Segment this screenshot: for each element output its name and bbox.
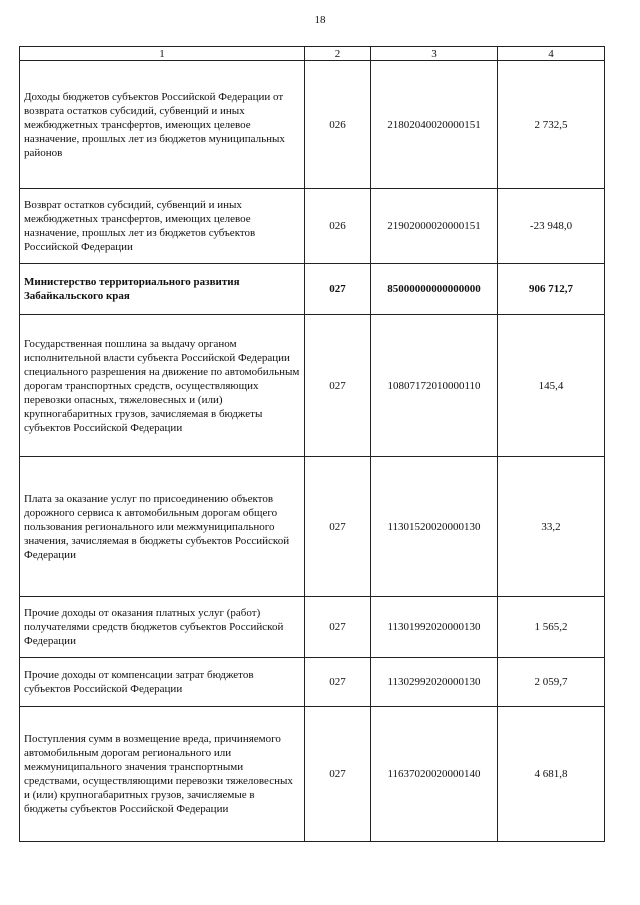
admin-code: 027 xyxy=(305,264,371,315)
admin-code: 027 xyxy=(305,707,371,842)
table-row xyxy=(20,189,605,264)
column-header-4: 4 xyxy=(498,47,605,61)
revenue-description: Министерство территориального развития Забайкальского края xyxy=(20,264,305,315)
kbk-code: 11301992020000130 xyxy=(371,597,498,658)
revenue-description: Доходы бюджетов субъектов Российской Федерации от возврата остатков субсидий, субвенций и иных межбюджетных трансфертов, имеющих целевое назначение, прошлых лет из бюджетов муниципальных районов xyxy=(20,61,305,189)
table-row xyxy=(20,315,605,457)
kbk-code: 21902000020000151 xyxy=(371,189,498,264)
amount: 2 732,5 xyxy=(498,61,605,189)
kbk-code: 85000000000000000 xyxy=(371,264,498,315)
kbk-code: 10807172010000110 xyxy=(371,315,498,457)
revenue-description: Плата за оказание услуг по присоединению объектов дорожного сервиса к автомобильным дорогам общего пользования регионального или межмуниципального значения, зачисляемая в бюджеты субъектов Российской Федерации xyxy=(20,457,305,597)
table-row xyxy=(20,61,605,189)
amount: 33,2 xyxy=(498,457,605,597)
revenue-description: Прочие доходы от оказания платных услуг (работ) получателями средств бюджетов субъектов Российской Федерации xyxy=(20,597,305,658)
column-header-2: 2 xyxy=(305,47,371,61)
page-number: 18 xyxy=(314,14,326,26)
amount: -23 948,0 xyxy=(498,189,605,264)
table-header-row xyxy=(20,47,605,61)
admin-code: 026 xyxy=(305,61,371,189)
admin-code: 026 xyxy=(305,189,371,264)
amount: 4 681,8 xyxy=(498,707,605,842)
kbk-code: 11302992020000130 xyxy=(371,658,498,707)
revenue-description: Возврат остатков субсидий, субвенций и иных межбюджетных трансфертов, имеющих целевое назначение, прошлых лет из бюджетов субъектов Российской Федерации xyxy=(20,189,305,264)
amount: 906 712,7 xyxy=(498,264,605,315)
budget-revenue-table xyxy=(19,46,605,842)
revenue-description: Прочие доходы от компенсации затрат бюджетов субъектов Российской Федерации xyxy=(20,658,305,707)
kbk-code: 11637020020000140 xyxy=(371,707,498,842)
table-row xyxy=(20,707,605,842)
amount: 2 059,7 xyxy=(498,658,605,707)
amount: 145,4 xyxy=(498,315,605,457)
admin-code: 027 xyxy=(305,597,371,658)
table-row xyxy=(20,658,605,707)
admin-code: 027 xyxy=(305,315,371,457)
table-row xyxy=(20,597,605,658)
column-header-1: 1 xyxy=(20,47,305,61)
column-header-3: 3 xyxy=(371,47,498,61)
amount: 1 565,2 xyxy=(498,597,605,658)
kbk-code: 11301520020000130 xyxy=(371,457,498,597)
table-row xyxy=(20,457,605,597)
admin-code: 027 xyxy=(305,457,371,597)
admin-code: 027 xyxy=(305,658,371,707)
revenue-description: Поступления сумм в возмещение вреда, причиняемого автомобильным дорогам регионального или межмуниципального значения транспортными средствами, осуществляющими перевозки тяжеловесных и (или) крупногабаритных грузов, зачисляемые в бюджеты субъектов Российской Федерации xyxy=(20,707,305,842)
kbk-code: 21802040020000151 xyxy=(371,61,498,189)
table-row xyxy=(20,264,605,315)
revenue-description: Государственная пошлина за выдачу органом исполнительной власти субъекта Российской Федерации специального разрешения на движение по автомобильным дорогам транспортных средств, осуществляющих перевозки опасных, тяжеловесных и (или) крупногабаритных грузов, зачисляемая в бюджеты субъектов Российской Федерации xyxy=(20,315,305,457)
